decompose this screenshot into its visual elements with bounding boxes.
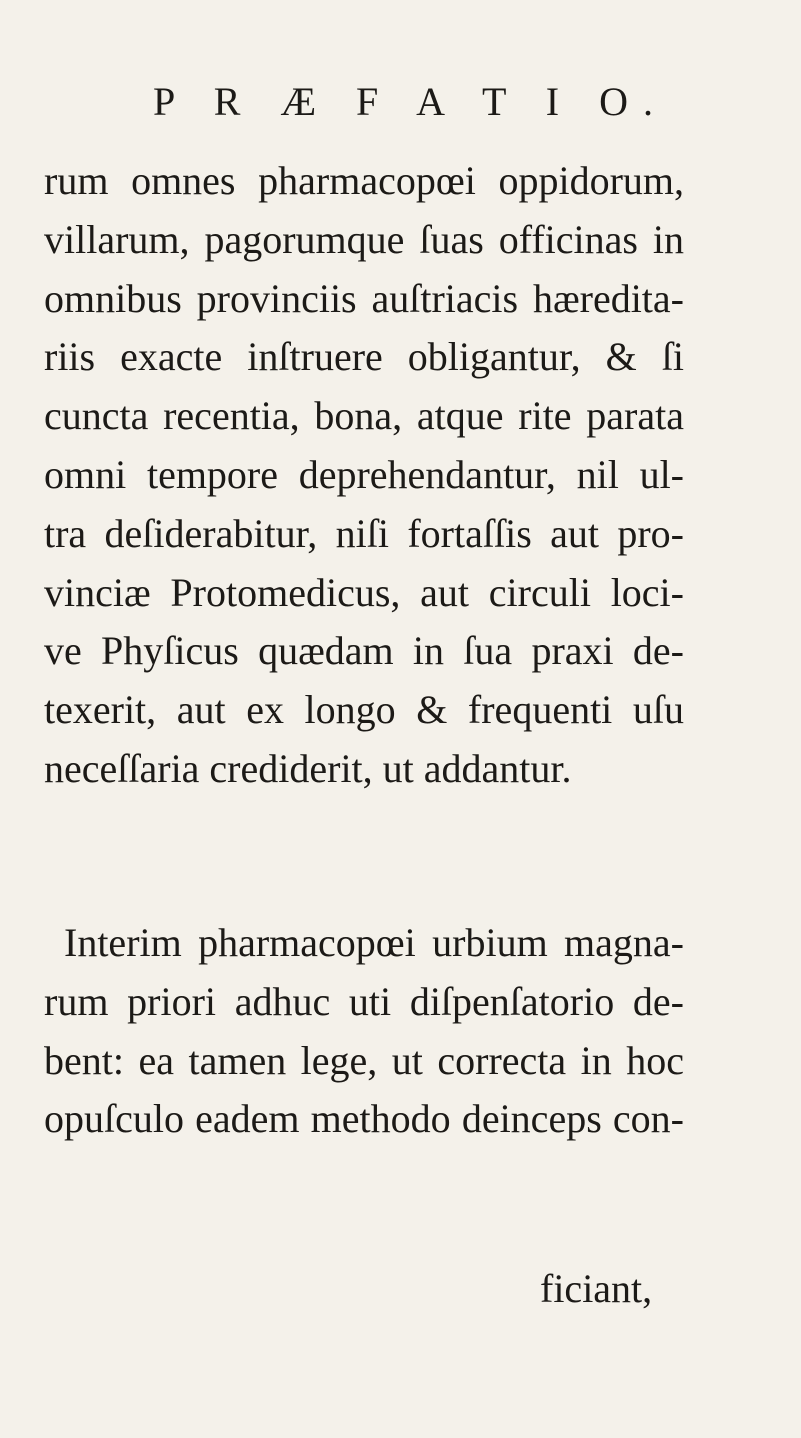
text-line: villarum, pagorumque ſuas officinas in bbox=[44, 216, 684, 262]
text-line: omni tempore deprehendantur, nil ul- bbox=[44, 451, 684, 497]
text-line: omnibus provinciis auſtriacis hæredita- bbox=[44, 275, 684, 321]
text-line: texerit, aut ex longo & frequenti uſu bbox=[44, 687, 684, 733]
text-line: rum omnes pharmacopœi oppidorum, bbox=[44, 158, 684, 203]
catchword: ficiant, bbox=[540, 1266, 653, 1311]
paragraph-2 bbox=[44, 914, 684, 1149]
text-line: neceſſaria crediderit, ut addantur. bbox=[44, 745, 572, 791]
text-line: ve Phyſicus quædam in ſua praxi de- bbox=[44, 628, 684, 674]
text-line: opuſculo eadem methodo deinceps con- bbox=[44, 1096, 684, 1142]
running-header: P R Æ F A T I O. bbox=[153, 79, 668, 124]
text-line: tra deſiderabitur, niſi fortaſſis aut pro- bbox=[44, 510, 684, 556]
text-line: cuncta recentia, bona, atque rite parata bbox=[44, 393, 684, 439]
text-line: vinciæ Protomedicus, aut circuli loci- bbox=[44, 569, 684, 615]
text-line: riis exacte inſtruere obligantur, & ſi bbox=[44, 334, 684, 380]
text-line: bent: ea tamen lege, ut correcta in hoc bbox=[44, 1037, 684, 1083]
text-line: Interim pharmacopœi urbium magna- bbox=[64, 920, 684, 965]
paragraph-1 bbox=[44, 152, 684, 799]
text-line: rum priori adhuc uti diſpenſatorio de- bbox=[44, 978, 684, 1024]
